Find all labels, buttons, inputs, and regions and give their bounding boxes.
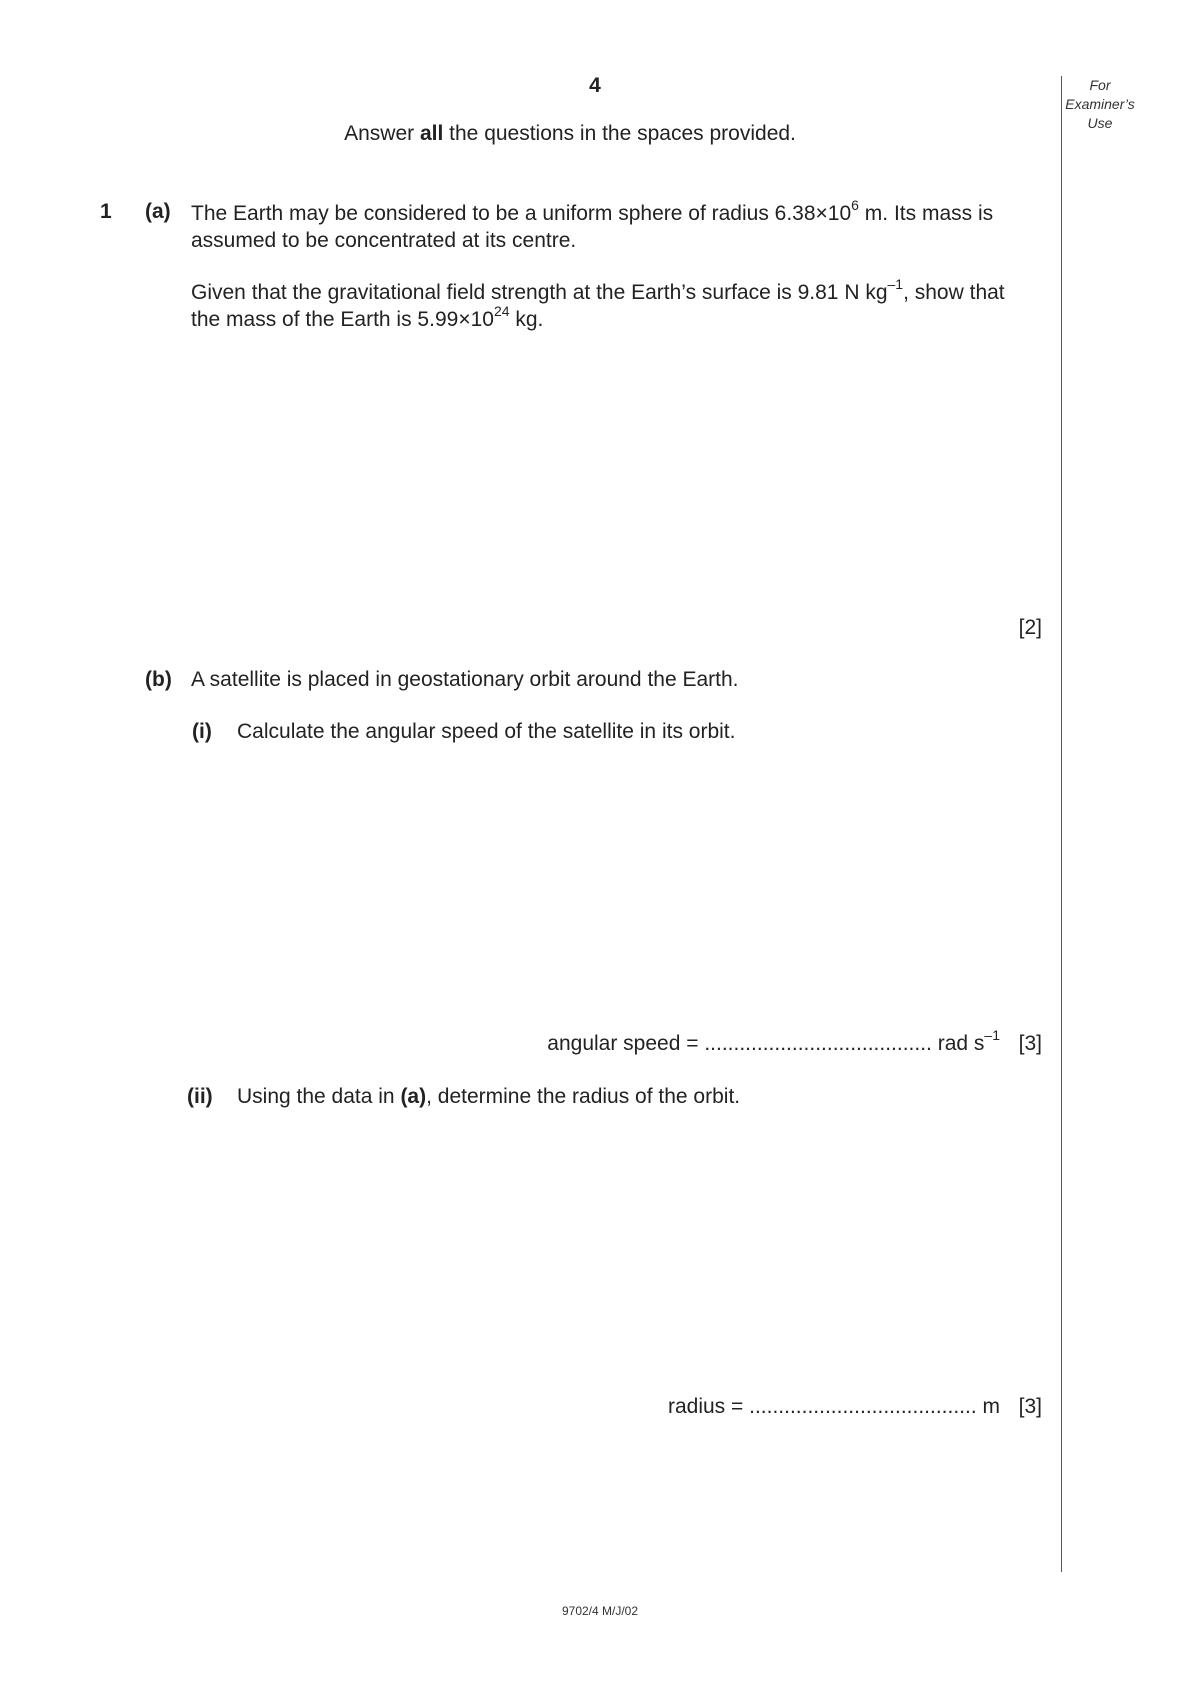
instruction-bold: all xyxy=(419,122,444,145)
part-b-i-marks: [3] xyxy=(1018,1032,1042,1055)
part-a-line1-pre: The Earth may be considered to be a uniform sphere of radius 6.38 xyxy=(191,202,816,225)
instruction xyxy=(200,122,940,146)
part-b-text: A satellite is placed in geostationary orbit around the Earth. xyxy=(191,668,739,691)
part-a-line1-exp: 6 xyxy=(851,197,859,213)
part-a-line-3 xyxy=(191,276,1043,306)
part-a-text xyxy=(191,197,1043,254)
part-b-ii-text xyxy=(237,1085,740,1109)
part-a-line4-pre: the mass of the Earth is 5.99 xyxy=(191,308,459,331)
examiner-line-2: Examiner’s xyxy=(1065,96,1135,112)
part-a-line-2: assumed to be concentrated at its centre. xyxy=(191,229,577,252)
part-b-ii-text-pre: Using the data in xyxy=(237,1085,401,1108)
part-a-line4-exp: 24 xyxy=(493,303,510,319)
instruction-post: the questions in the spaces provided. xyxy=(443,122,796,145)
part-b-ii-text-post: , determine the radius of the orbit. xyxy=(426,1085,741,1108)
part-a-line-1-main xyxy=(191,197,994,227)
part-a-line-4 xyxy=(191,303,1043,333)
angular-speed-label: angular speed = xyxy=(547,1032,705,1055)
angular-speed-answer-line xyxy=(547,1027,1000,1056)
part-a-marks: [2] xyxy=(1018,616,1042,639)
times-sign: × xyxy=(815,202,828,225)
angular-speed-unit: rad s xyxy=(931,1032,985,1055)
examiner-use-label xyxy=(1060,76,1140,133)
angular-speed-unit-exp: –1 xyxy=(984,1027,1000,1043)
part-b-ii-marks: [3] xyxy=(1018,1395,1042,1418)
part-b-ii-text-bold: (a) xyxy=(400,1085,427,1108)
part-a-line3-pre: Given that the gravitational field strength at the Earth’s surface is 9.81 N kg xyxy=(191,281,888,304)
question-number: 1 xyxy=(100,200,112,223)
part-a-given xyxy=(191,276,1043,333)
part-a-line3-post: , show that xyxy=(903,281,1005,304)
answer-dots[interactable]: ....................................... xyxy=(704,1032,932,1055)
part-a-label: (a) xyxy=(145,200,171,223)
paper-code: 9702/4 M/J/02 xyxy=(561,1604,639,1618)
examiner-line-3: Use xyxy=(1087,115,1113,131)
answer-dots[interactable]: ....................................... xyxy=(749,1395,977,1418)
page-number: 4 xyxy=(589,74,601,97)
part-b-i-label: (i) xyxy=(192,720,212,743)
part-b-label: (b) xyxy=(145,668,172,691)
instruction-pre: Answer xyxy=(344,122,420,145)
part-a-line3-exp: –1 xyxy=(887,276,904,292)
times-sign: × xyxy=(458,308,471,331)
examiner-line-1: For xyxy=(1089,77,1111,93)
part-b-i-text: Calculate the angular speed of the satellite in its orbit. xyxy=(237,720,736,743)
radius-label: radius = xyxy=(667,1395,750,1418)
part-a-line1-base: 10 xyxy=(827,202,852,225)
part-a-line4-post: kg. xyxy=(509,308,544,331)
part-a-line-1 xyxy=(191,197,1043,227)
part-a-line4-base: 10 xyxy=(470,308,494,331)
radius-unit: m xyxy=(976,1395,1000,1418)
radius-answer-line xyxy=(668,1395,1000,1419)
part-a-line1-post: m. Its mass is xyxy=(858,202,994,225)
examiner-margin-rule xyxy=(1061,76,1062,1572)
part-b-ii-label: (ii) xyxy=(187,1085,213,1108)
